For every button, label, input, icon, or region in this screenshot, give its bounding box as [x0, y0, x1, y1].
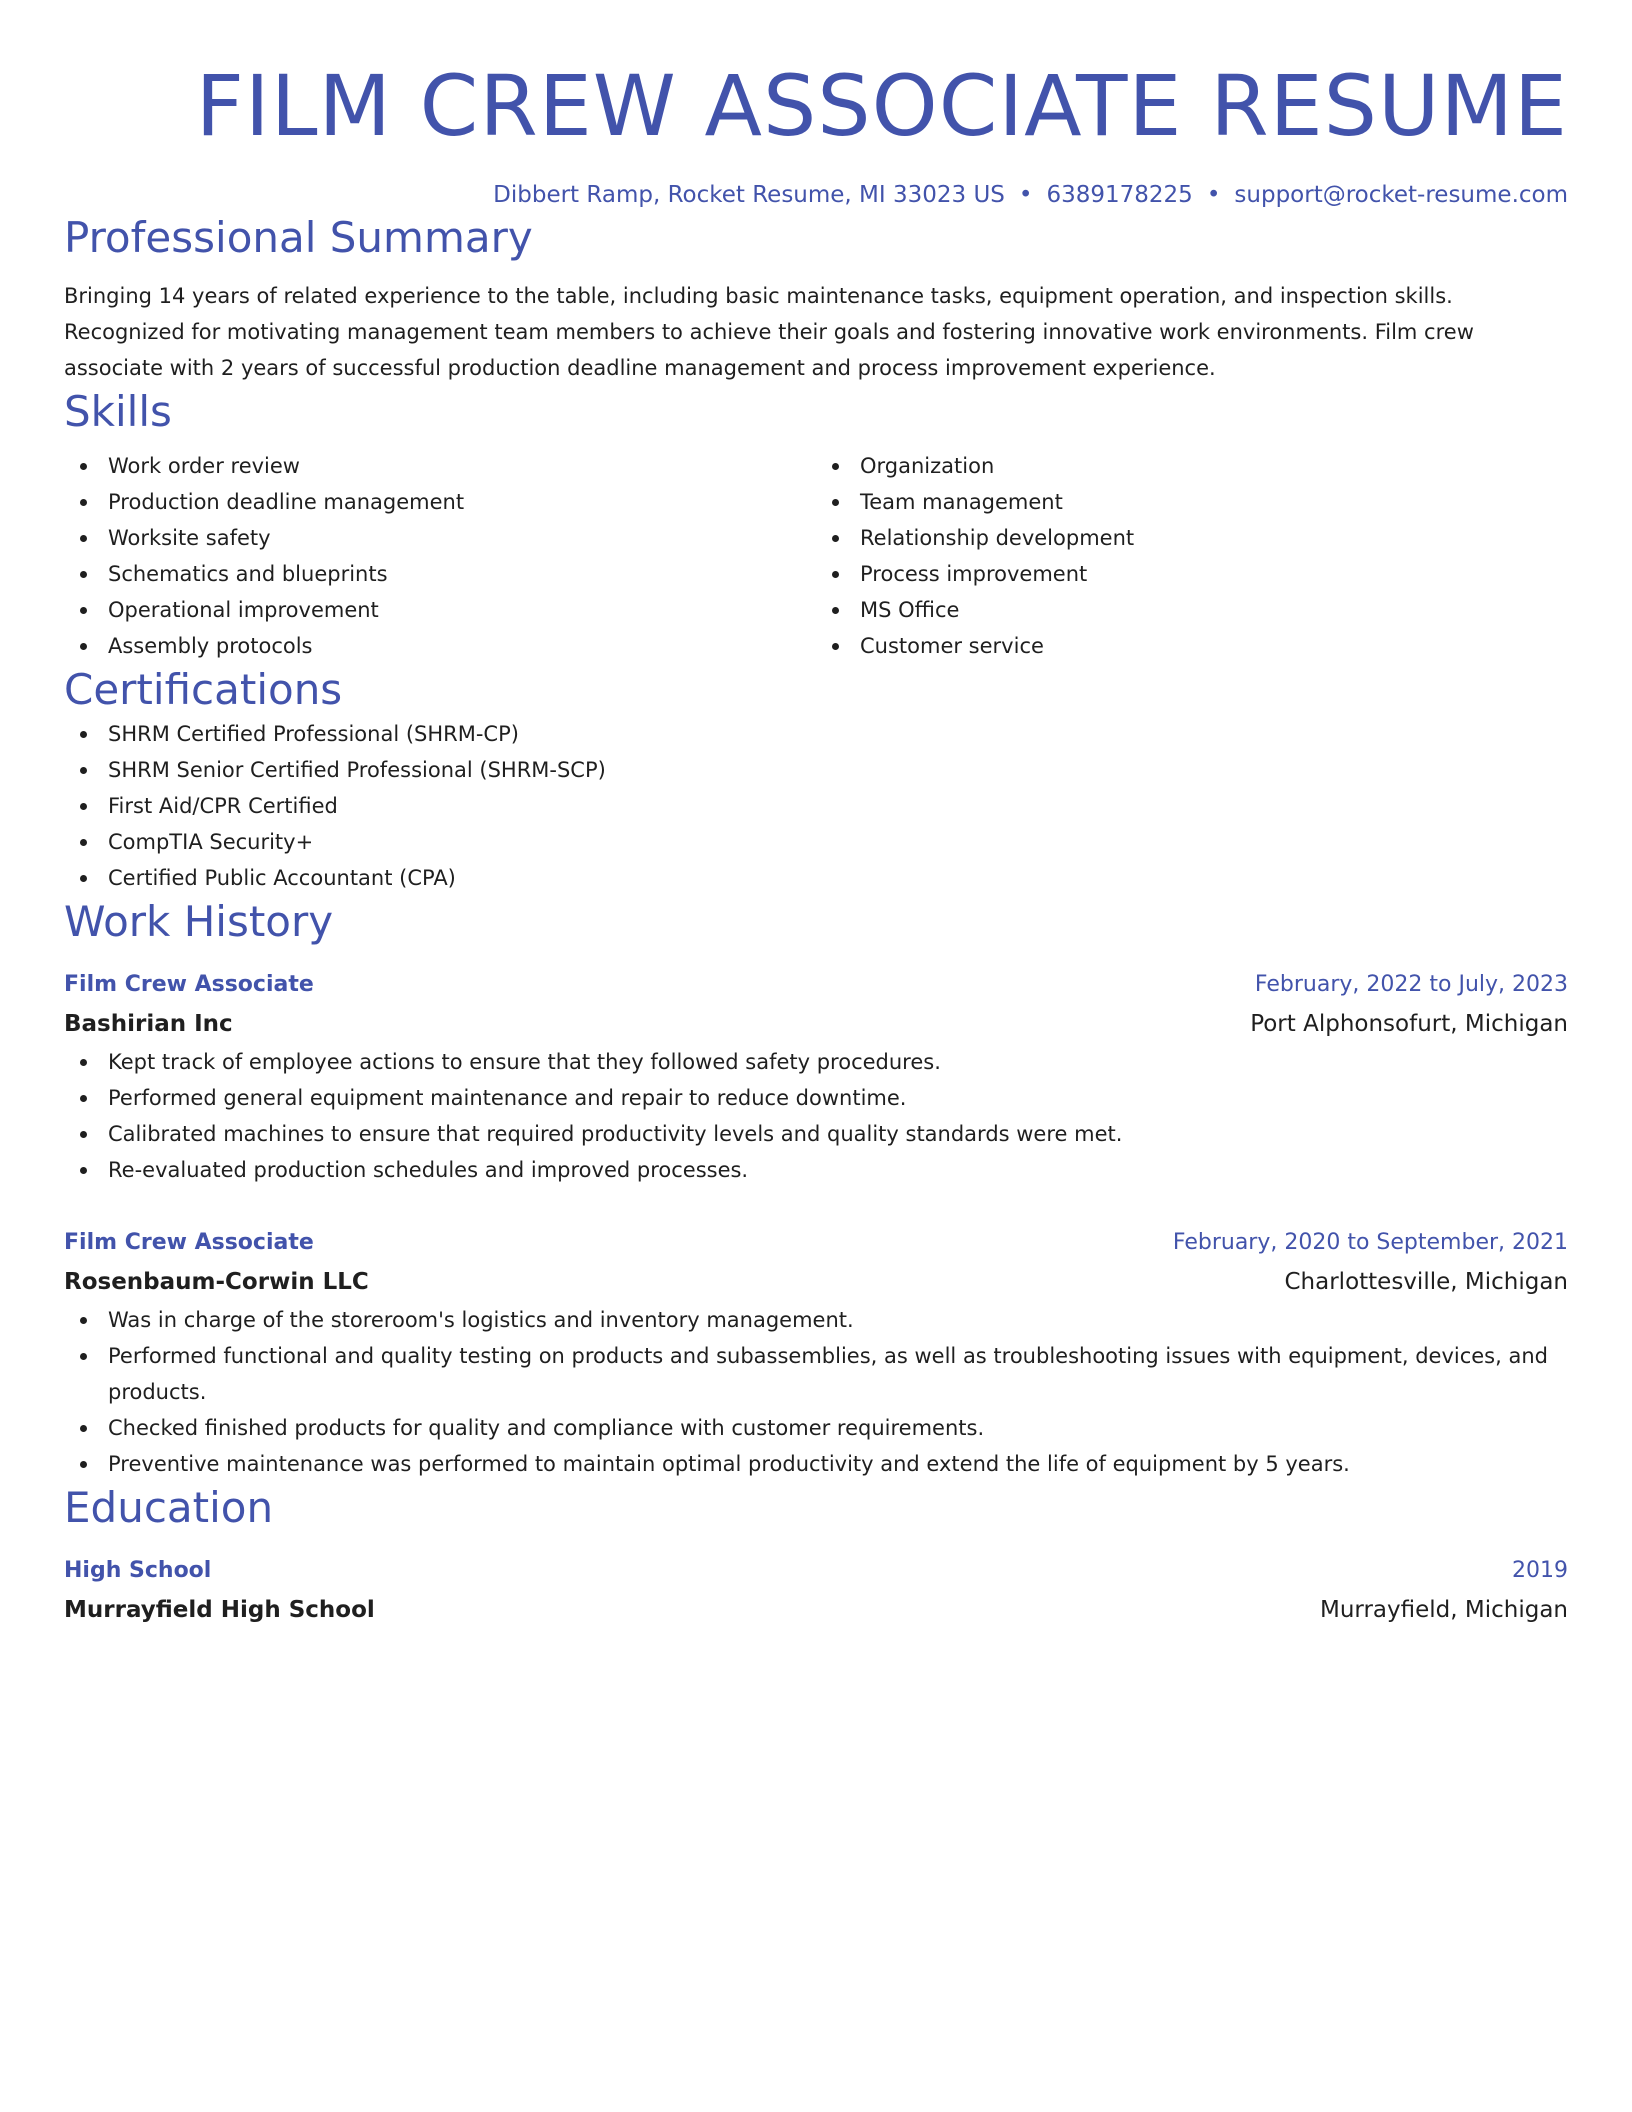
job-bullet: Was in charge of the storeroom's logistics and inventory management.: [64, 1302, 1568, 1338]
skill-item: Worksite safety: [64, 520, 816, 556]
contact-phone: 6389178225: [1046, 182, 1193, 208]
resume-title: FILM CREW ASSOCIATE RESUME: [195, 57, 1568, 155]
job-dates: February, 2022 to July, 2023: [1254, 972, 1568, 997]
skill-item: Work order review: [64, 448, 816, 484]
skills-column-left: [64, 448, 816, 664]
education-degree: High School: [64, 1558, 212, 1583]
skill-item: Team management: [816, 484, 1568, 520]
certifications-heading: Certifications: [64, 665, 343, 714]
contact-separator: •: [1018, 182, 1033, 208]
contact-separator: •: [1206, 182, 1221, 208]
certification-item: SHRM Senior Certified Professional (SHRM-SCP): [64, 752, 1568, 788]
job-company-row: [64, 1262, 1568, 1302]
job-location: Port Alphonsofurt, Michigan: [1250, 1011, 1568, 1037]
skill-item: Customer service: [816, 628, 1568, 664]
job-company-row: [64, 1004, 1568, 1044]
contact-email: support@rocket-resume.com: [1234, 182, 1568, 208]
skill-item: Organization: [816, 448, 1568, 484]
certifications-list: [64, 716, 1568, 896]
summary-text: Bringing 14 years of related experience to the table, including basic maintenance tasks, equipment operation, and inspection skills. Recognized for motivating management team members to achieve their goals and fostering innovative work environments. Film crew associate with 2 years of successful production deadline management and process improvement experience.: [64, 284, 1474, 380]
job-bullet: Calibrated machines to ensure that required productivity levels and quality standards were met.: [64, 1116, 1568, 1152]
job-bullet: Checked finished products for quality and compliance with customer requirements.: [64, 1410, 1568, 1446]
job-title: Film Crew Associate: [64, 972, 314, 997]
skills-grid: [64, 448, 1568, 664]
education-school: Murrayfield High School: [64, 1597, 375, 1623]
work-history-heading: Work History: [64, 897, 334, 946]
job-company: Bashirian Inc: [64, 1011, 233, 1037]
skill-item: Production deadline management: [64, 484, 816, 520]
certification-item: SHRM Certified Professional (SHRM-CP): [64, 716, 1568, 752]
summary-heading: Professional Summary: [64, 213, 533, 262]
education-header-row: [64, 1552, 1568, 1590]
job-bullet: Kept track of employee actions to ensure that they followed safety procedures.: [64, 1044, 1568, 1080]
skills-list-left: [64, 448, 816, 664]
skills-column-right: [816, 448, 1568, 664]
job-bullet: Performed general equipment maintenance and repair to reduce downtime.: [64, 1080, 1568, 1116]
job-header-row: [64, 966, 1568, 1004]
skills-heading: Skills: [64, 387, 172, 436]
skill-item: Relationship development: [816, 520, 1568, 556]
skill-item: Process improvement: [816, 556, 1568, 592]
job-entry: [64, 966, 1568, 1188]
job-dates: February, 2020 to September, 2021: [1172, 1230, 1568, 1255]
skill-item: Operational improvement: [64, 592, 816, 628]
certification-item: Certified Public Accountant (CPA): [64, 860, 1568, 896]
job-bullets: [64, 1302, 1568, 1482]
contact-address: Dibbert Ramp, Rocket Resume, MI 33023 US: [493, 182, 1005, 208]
education-location: Murrayfield, Michigan: [1319, 1597, 1568, 1623]
skill-item: Assembly protocols: [64, 628, 816, 664]
certification-item: CompTIA Security+: [64, 824, 1568, 860]
education-year: 2019: [1512, 1558, 1568, 1583]
skill-item: MS Office: [816, 592, 1568, 628]
skill-item: Schematics and blueprints: [64, 556, 816, 592]
job-location: Charlottesville, Michigan: [1284, 1269, 1568, 1295]
job-entry: [64, 1224, 1568, 1482]
job-company: Rosenbaum-Corwin LLC: [64, 1269, 369, 1295]
education-school-row: [64, 1590, 1568, 1630]
job-bullet: Preventive maintenance was performed to maintain optimal productivity and extend the life of equipment by 5 years.: [64, 1446, 1568, 1482]
contact-line: [64, 178, 1568, 212]
skills-list-right: [816, 448, 1568, 664]
job-title: Film Crew Associate: [64, 1230, 314, 1255]
job-bullet: Performed functional and quality testing on products and subassemblies, as well as troubleshooting issues with equipment, devices, and products.: [64, 1338, 1568, 1410]
certification-item: First Aid/CPR Certified: [64, 788, 1568, 824]
education-entry: [64, 1552, 1568, 1630]
job-bullet: Re-evaluated production schedules and improved processes.: [64, 1152, 1568, 1188]
job-bullets: [64, 1044, 1568, 1188]
education-heading: Education: [64, 1483, 274, 1532]
job-header-row: [64, 1224, 1568, 1262]
